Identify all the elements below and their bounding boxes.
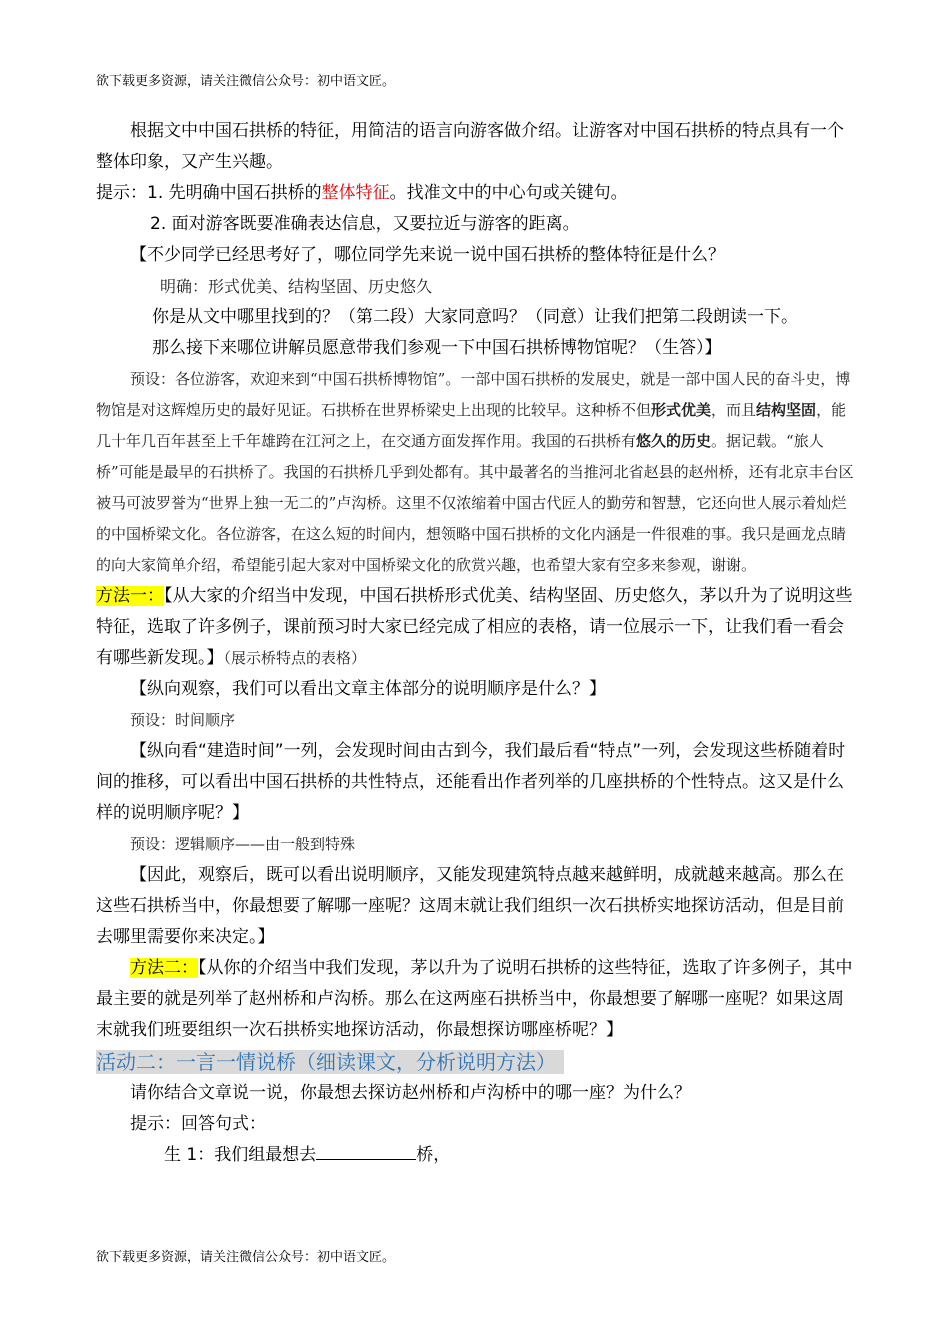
- question-2: 你是从文中哪里找到的？（第二段）大家同意吗？（同意）让我们把第二段朗读一下。: [152, 307, 798, 327]
- method-2: 方法二：【从你的介绍当中我们发现，茅以升为了说明石拱桥的这些特征，选取了许多例子，其中最主要的就是列举了赵州桥和卢沟桥。那么在这两座石拱桥当中，你最想要了解哪一座呢？如果这周末就我们班要组织一次石拱桥实地探访活动，你最想探访哪座桥呢？】: [96, 958, 853, 1040]
- paragraph-intro: 根据文中中国石拱桥的特征，用简洁的语言向游客做介绍。让游客对中国石拱桥的特点具有一个整体印象，又产生兴趣。: [96, 121, 844, 172]
- page-header: 欲下载更多资源，请关注微信公众号：初中语文匠。: [96, 74, 396, 89]
- question-5: 【纵向看“建造时间”一列，会发现时间由古到今，我们最后看“特点”一列，会发现这些桥随着时间的推移，可以看出中国石拱桥的共性特点，还能看出作者列举的几座拱桥的个性特点。这又是什么样的说明顺序呢？】: [96, 741, 846, 823]
- tip-2: 2. 面对游客既要准确表达信息，又要拉近与游客的距离。: [150, 214, 580, 234]
- method-2-label: 方法二：: [130, 958, 198, 978]
- page-footer: 欲下载更多资源，请关注微信公众号：初中语文匠。: [96, 1250, 396, 1265]
- tip-1: 提示：1. 先明确中国石拱桥的整体特征。找准文中的中心句或关键句。: [96, 183, 628, 203]
- preset-answer-3: 预设：逻辑顺序——由一般到特殊: [130, 835, 356, 853]
- preset-answer-1: 预设：各位游客，欢迎来到“中国石拱桥博物馆”。一部中国石拱桥的发展史，就是一部中国人民的奋斗史，博物馆是对这辉煌历史的最好见证。石拱桥在世界桥梁史上出现的比较早。这种桥不但形式优美，而且结构坚固，能几十年几百年甚至上千年雄跨在江河之上，在交通方面发挥作用。我国的石拱桥有悠久的历史。据记载。“旅人桥”可能是最早的石拱桥了。我国的石拱桥几乎到处都有。其中最著名的当推河北省赵县的赵州桥，还有北京丰台区被马可波罗誉为“世界上独一无二的”卢沟桥。这里不仅浓缩着中国古代匠人的勤劳和智慧，它还向世人展示着灿烂的中国桥梁文化。各位游客，在这么短的时间内，想领略中国石拱桥的文化内涵是一件很难的事。我只是画龙点睛的向大家简单介绍，希望能引起大家对中国桥梁文化的欣赏兴趣，也希望大家有空多来参观，谢谢。: [96, 370, 854, 574]
- question-4: 【纵向观察，我们可以看出文章主体部分的说明顺序是什么？】: [130, 679, 606, 699]
- question-7: 请你结合文章说一说，你最想去探访赵州桥和卢沟桥中的哪一座？为什么？: [130, 1083, 691, 1103]
- tip-3: 提示：回答句式：: [130, 1114, 266, 1134]
- activity-2-heading: 活动二：一言一情说桥（细读课文，分析说明方法）: [96, 1046, 860, 1078]
- highlight-overall-feature: 整体特征: [321, 183, 390, 203]
- question-3: 那么接下来哪位讲解员愿意带我们参观一下中国石拱桥博物馆呢？（生答）】: [152, 338, 722, 358]
- method-1: 方法一：【从大家的介绍当中发现，中国石拱桥形式优美、结构坚固、历史悠久，茅以升为了说明这些特征，选取了许多例子，课前预习时大家已经完成了相应的表格，请一位展示一下，让我们看一看会有哪些新发现。】（展示桥特点的表格）: [96, 586, 853, 668]
- question-1: 【不少同学已经思考好了，哪位同学先来说一说中国石拱桥的整体特征是什么？: [130, 245, 725, 265]
- preset-answer-2: 预设：时间顺序: [130, 711, 236, 729]
- answer-blank: [316, 1141, 416, 1160]
- document-body: [96, 116, 860, 1171]
- clarify-line: 明确：形式优美、结构坚固、历史悠久: [160, 277, 433, 296]
- student-answer-1: 生 1：我们组最想去 桥，: [96, 1140, 860, 1171]
- question-6: 【因此，观察后，既可以看出说明顺序，又能发现建筑特点越来越鲜明，成就越来越高。那么在这些石拱桥当中，你最想要了解哪一座呢？这周末就让我们组织一次石拱桥实地探访活动，但是目前去哪里需要你来决定。】: [96, 865, 844, 947]
- method-1-label: 方法一：: [96, 586, 164, 606]
